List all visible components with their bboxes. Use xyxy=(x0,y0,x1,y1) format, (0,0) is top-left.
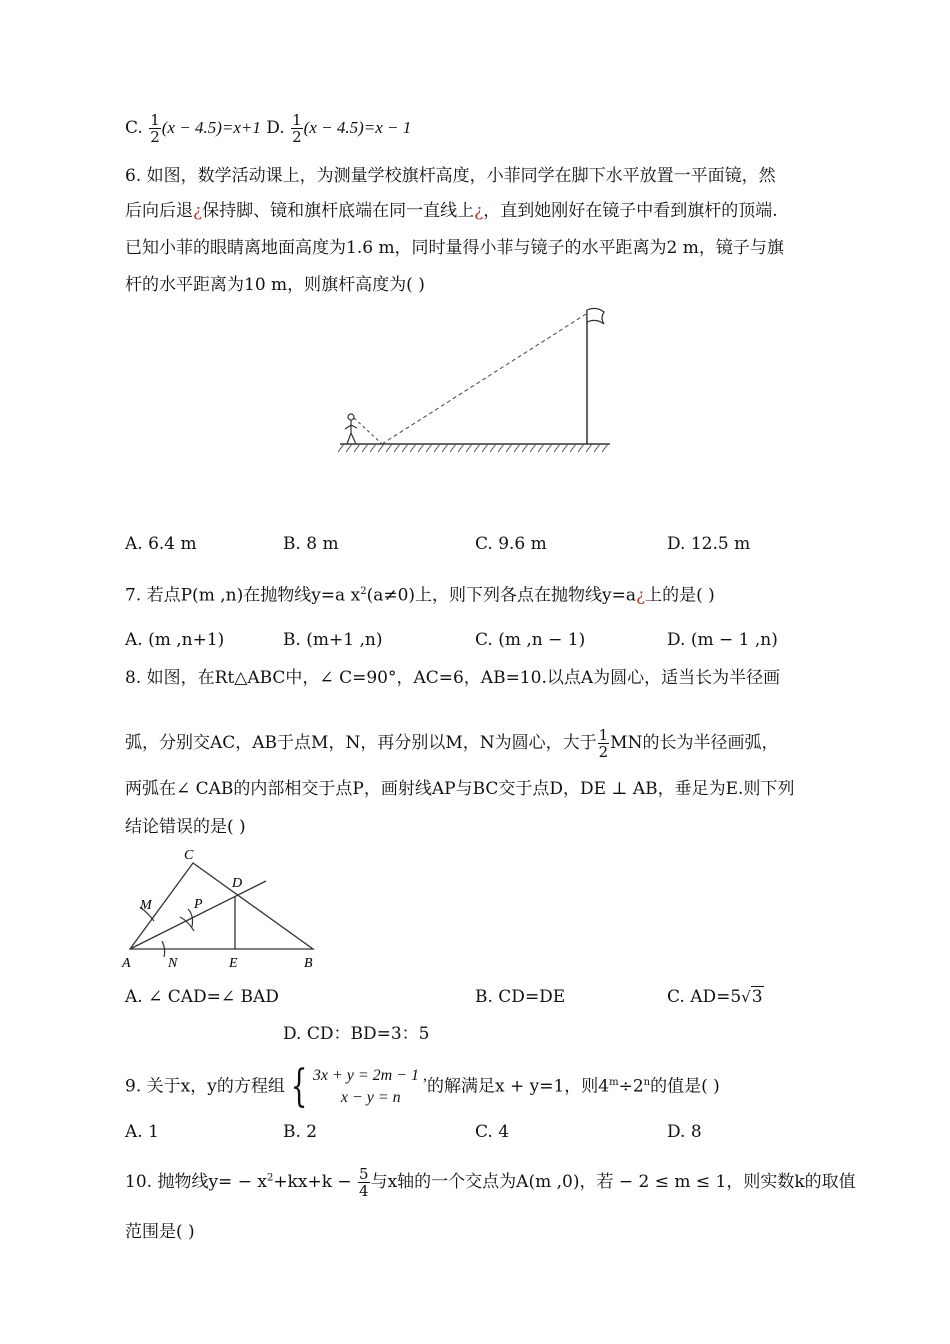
q9-option-b[interactable]: B. 2 xyxy=(283,1122,318,1142)
label-B: B xyxy=(304,956,313,971)
label-A: A xyxy=(122,956,131,971)
q5-options-cd xyxy=(125,112,411,145)
q5-optD-fraction: $\frac{1}{2}$ xyxy=(292,111,302,146)
q8-triangle-figure xyxy=(118,845,328,975)
q5-optC-expr: (x − 4.5)=x+1 xyxy=(161,118,261,137)
q6-option-b[interactable]: B. 8 m xyxy=(283,534,339,554)
q9-system: 3x + y = 2m − 1 , x − y = n xyxy=(312,1067,427,1107)
q9-option-a[interactable]: A. 1 xyxy=(125,1122,159,1142)
q8-line1: 8. 如图，在Rt△ABC中，∠ C=90°，AC=6，AB=10.以点A为圆心，适当长为半径画 xyxy=(125,668,781,688)
q5-optD-expr: (x − 4.5)=x − 1 xyxy=(303,118,412,137)
q5-optC-label: C. xyxy=(125,118,143,138)
q8-line2: 弧，分别交AC，AB于点M，N，再分别以M，N为圆心，大于 $\frac{1}{2}$ MN的长为半径画弧， xyxy=(125,726,779,761)
q6-line1: 6. 如图，数学活动课上，为测量学校旗杆高度，小菲同学在脚下水平放置一平面镜，然 xyxy=(125,166,776,186)
q10-line2: 范围是( ) xyxy=(125,1222,195,1242)
q6-flagpole-figure xyxy=(330,300,620,465)
label-E: E xyxy=(229,956,238,971)
label-N: N xyxy=(168,956,178,971)
q6-line2: 后向后退¿保持脚、镜和旗杆底端在同一直线上¿，直到她刚好在镜子中看到旗杆的顶端. xyxy=(125,201,778,221)
q9-stem: 9. 关于x，y的方程组 { 3x + y = 2m − 1 , x − y = n 的解满足x + y=1，则$4^m\div 2^n$的值是( ) xyxy=(125,1061,720,1113)
flag-icon xyxy=(587,308,604,324)
q8-option-b[interactable]: B. CD=DE xyxy=(475,987,566,1007)
q6-line4: 杆的水平距离为10 m，则旗杆高度为( ) xyxy=(125,275,425,295)
label-P: P xyxy=(194,897,203,912)
q7-stem: 7. 若点P(m ,n)在抛物线y=a $x^2(a\ne 0)$上，则下列各点在抛物线y=a¿上的是( ) xyxy=(125,585,715,606)
label-M: M xyxy=(140,898,152,913)
label-C: C xyxy=(184,848,194,863)
q7-option-c[interactable]: C. (m ,n − 1) xyxy=(475,630,586,650)
q6-line3: 已知小菲的眼睛离地面高度为1.6 m，同时量得小菲与镜子的水平距离为2 m，镜子与旗 xyxy=(125,238,784,258)
q8-line3: 两弧在∠ CAB的内部相交于点P，画射线AP与BC交于点D，DE ⊥ AB，垂足为E.则下列 xyxy=(125,779,795,799)
q5-optC-fraction: $\frac{1}{2}$ xyxy=(150,111,160,146)
q8-option-c[interactable]: C. AD=5√3 xyxy=(667,987,763,1007)
q8-line4: 结论错误的是( ) xyxy=(125,817,246,837)
q6-option-a[interactable]: A. 6.4 m xyxy=(125,534,197,554)
q6-option-c[interactable]: C. 9.6 m xyxy=(475,534,547,554)
label-D: D xyxy=(232,876,243,891)
q7-option-d[interactable]: D. (m − 1 ,n) xyxy=(667,630,778,650)
q8-option-d[interactable]: D. CD：BD=3：5 xyxy=(283,1024,430,1044)
q7-option-a[interactable]: A. (m ,n+1) xyxy=(125,630,225,650)
q8-option-a[interactable]: A. ∠ CAD=∠ BAD xyxy=(125,987,279,1007)
q7-option-b[interactable]: B. (m+1 ,n) xyxy=(283,630,383,650)
q9-option-d[interactable]: D. 8 xyxy=(667,1122,702,1142)
q9-option-c[interactable]: C. 4 xyxy=(475,1122,510,1142)
q5-optD-label: D. xyxy=(266,118,285,138)
q10-stem: 10. 抛物线$y= - x^2+kx+k$ − $\frac{5}{4}$ 与x轴的一个交点为A(m ,0)，若 − 2 ≤ m ≤ 1，则实数k的取值 xyxy=(125,1165,856,1200)
q6-option-d[interactable]: D. 12.5 m xyxy=(667,534,751,554)
